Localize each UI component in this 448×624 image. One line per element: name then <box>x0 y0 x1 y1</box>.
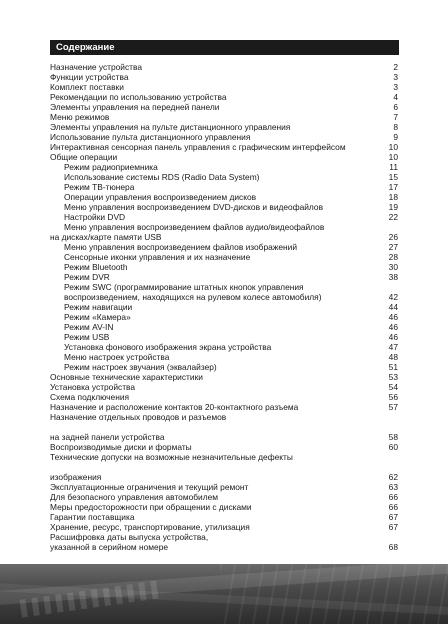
toc-page-number: 9 <box>393 132 398 142</box>
toc-page-number: 3 <box>393 82 398 92</box>
toc-entry-title: Меню режимов <box>50 112 110 122</box>
toc-page-number: 56 <box>388 392 398 402</box>
toc-page-number: 6 <box>393 102 398 112</box>
toc-entry-title: на задней панели устройства <box>50 432 165 442</box>
toc-entry-title: Режим DVR <box>64 272 110 282</box>
toc-page-number: 10 <box>388 142 398 152</box>
toc-page-number: 66 <box>388 502 398 512</box>
toc-entry-title: Настройки DVD <box>64 212 126 222</box>
toc-spacer <box>50 422 399 432</box>
toc-page-number: 27 <box>388 242 398 252</box>
toc-entry-title: указанной в серийном номере <box>50 542 169 552</box>
toc-entry-continuation <box>50 432 399 442</box>
toc-page-number: 66 <box>388 492 398 502</box>
table-of-contents <box>50 62 399 552</box>
toc-entry <box>50 402 399 412</box>
toc-page-number: 28 <box>388 252 398 262</box>
toc-entry-title: Основные технические характеристики <box>50 372 203 382</box>
toc-entry-title: Установка устройства <box>50 382 136 392</box>
toc-subentry <box>50 172 399 182</box>
toc-entry-title: Режим «Камера» <box>64 312 131 322</box>
toc-entry-title: Общие операции <box>50 152 118 162</box>
toc-subentry <box>50 222 399 232</box>
toc-entry <box>50 92 399 102</box>
toc-entry-title: Использование системы RDS (Radio Data System) <box>64 172 260 182</box>
toc-entry-title: Функции устройства <box>50 72 129 82</box>
toc-entry-continuation <box>50 472 399 482</box>
toc-entry-title: Технические допуски на возможные незначительные дефекты <box>50 452 293 462</box>
toc-entry <box>50 82 399 92</box>
toc-entry <box>50 142 399 152</box>
toc-entry-title: Для безопасного управления автомобилем <box>50 492 219 502</box>
toc-entry <box>50 492 399 502</box>
toc-page-number: 19 <box>388 202 398 212</box>
toc-spacer <box>50 462 399 472</box>
toc-entry-title: Меню управления воспроизведением файлов изображений <box>64 242 298 252</box>
toc-entry <box>50 442 399 452</box>
toc-subentry <box>50 212 399 222</box>
toc-page-number: 10 <box>388 152 398 162</box>
toc-entry-continuation <box>50 542 399 552</box>
toc-subentry <box>50 272 399 282</box>
toc-entry-title: Назначение устройства <box>50 62 143 72</box>
toc-entry <box>50 512 399 522</box>
toc-entry-title: Расшифровка даты выпуска устройства, <box>50 532 209 542</box>
toc-subentry <box>50 242 399 252</box>
toc-page-number: 30 <box>388 262 398 272</box>
toc-entry-title: Режим Bluetooth <box>64 262 128 272</box>
toc-page-number: 62 <box>388 472 398 482</box>
toc-entry <box>50 122 399 132</box>
toc-page-number: 67 <box>388 522 398 532</box>
toc-page-number: 4 <box>393 92 398 102</box>
toc-subentry <box>50 302 399 312</box>
toc-page-number: 46 <box>388 322 398 332</box>
toc-entry-title: Сенсорные иконки управления и их назначение <box>64 252 251 262</box>
toc-page-number: 51 <box>388 362 398 372</box>
toc-subentry <box>50 282 399 292</box>
toc-entry-title: Режим SWC (программирование штатных кнопок управления <box>64 282 304 292</box>
toc-page-number: 47 <box>388 342 398 352</box>
toc-subentry <box>50 262 399 272</box>
toc-entry-title: Меры предосторожности при обращении с дисками <box>50 502 252 512</box>
toc-page-number: 63 <box>388 482 398 492</box>
toc-subentry <box>50 182 399 192</box>
toc-subentry <box>50 332 399 342</box>
toc-page-number: 8 <box>393 122 398 132</box>
toc-page-number: 26 <box>388 232 398 242</box>
toc-entry <box>50 102 399 112</box>
toc-entry-title: Эксплуатационные ограничения и текущий ремонт <box>50 482 249 492</box>
toc-entry-title: Меню настроек устройства <box>64 352 170 362</box>
toc-entry-title: Комплект поставки <box>50 82 124 92</box>
toc-page-number: 48 <box>388 352 398 362</box>
toc-entry-continuation <box>50 232 399 242</box>
toc-page-number: 46 <box>388 312 398 322</box>
toc-entry-title: Элементы управления на пульте дистанционного управления <box>50 122 291 132</box>
toc-title: Содержание <box>56 42 115 53</box>
toc-page-number: 67 <box>388 512 398 522</box>
toc-entry-title: воспроизведением, находящихся на рулевом колесе автомобиля) <box>64 292 322 302</box>
toc-entry-title: Меню управления воспроизведением DVD-дисков и видеофайлов <box>64 202 324 212</box>
toc-subentry <box>50 362 399 372</box>
toc-page-number: 44 <box>388 302 398 312</box>
toc-page-number: 58 <box>388 432 398 442</box>
toc-entry-title: Схема подключения <box>50 392 130 402</box>
toc-entry-title: Режим радиоприемника <box>64 162 158 172</box>
toc-entry-title: Использование пульта дистанционного управления <box>50 132 251 142</box>
toc-entry <box>50 482 399 492</box>
toc-entry-title: Элементы управления на передней панели <box>50 102 220 112</box>
toc-subentry <box>50 292 399 302</box>
toc-page-number: 38 <box>388 272 398 282</box>
toc-entry <box>50 502 399 512</box>
toc-header-bar <box>50 40 399 55</box>
toc-entry <box>50 522 399 532</box>
toc-entry <box>50 392 399 402</box>
toc-subentry <box>50 202 399 212</box>
toc-entry-title: Режим навигации <box>64 302 133 312</box>
toc-entry-title: Назначение отдельных проводов и разъемов <box>50 412 227 422</box>
toc-entry-title: Режим AV-IN <box>64 322 114 332</box>
toc-page-number: 42 <box>388 292 398 302</box>
toc-entry-title: Режим настроек звучания (эквалайзер) <box>64 362 217 372</box>
toc-entry <box>50 112 399 122</box>
toc-subentry <box>50 352 399 362</box>
footer-streak-lines <box>220 564 448 624</box>
toc-entry-title: Интерактивная сенсорная панель управления с графическим интерфейсом <box>50 142 346 152</box>
toc-subentry <box>50 322 399 332</box>
toc-page-number: 57 <box>388 402 398 412</box>
toc-entry <box>50 372 399 382</box>
toc-page-number: 2 <box>393 62 398 72</box>
toc-subentry <box>50 192 399 202</box>
toc-entry-title: Операции управления воспроизведением дисков <box>64 192 257 202</box>
toc-entry <box>50 412 399 422</box>
toc-page-number: 3 <box>393 72 398 82</box>
toc-entry <box>50 382 399 392</box>
toc-entry-title: изображения <box>50 472 102 482</box>
toc-subentry <box>50 342 399 352</box>
toc-entry-title: Рекомендации по использованию устройства <box>50 92 227 102</box>
toc-page-number: 68 <box>388 542 398 552</box>
toc-entry-title: на дискaх/карте памяти USB <box>50 232 162 242</box>
toc-subentry <box>50 162 399 172</box>
toc-entry-title: Установка фонового изображения экрана устройства <box>64 342 272 352</box>
toc-entry-title: Гарантии поставщика <box>50 512 135 522</box>
toc-page-number: 53 <box>388 372 398 382</box>
toc-subentry <box>50 252 399 262</box>
toc-entry <box>50 72 399 82</box>
toc-entry-title: Режим USB <box>64 332 110 342</box>
toc-page-number: 46 <box>388 332 398 342</box>
toc-entry <box>50 152 399 162</box>
toc-entry-title: Назначение и расположение контактов 20-контактного разъема <box>50 402 299 412</box>
toc-page-number: 22 <box>388 212 398 222</box>
toc-entry-title: Воспроизводимые диски и форматы <box>50 442 192 452</box>
toc-page-number: 18 <box>388 192 398 202</box>
toc-entry <box>50 452 399 462</box>
toc-entry-title: Хранение, ресурс, транспортирование, утилизация <box>50 522 250 532</box>
toc-page-number: 15 <box>388 172 398 182</box>
toc-page-number: 11 <box>389 162 398 172</box>
toc-page-number: 17 <box>388 182 398 192</box>
toc-subentry <box>50 312 399 322</box>
toc-entry <box>50 532 399 542</box>
toc-entry <box>50 62 399 72</box>
toc-page-number: 7 <box>393 112 398 122</box>
toc-page-number: 60 <box>388 442 398 452</box>
decorative-footer-image <box>0 564 448 624</box>
toc-entry <box>50 132 399 142</box>
toc-entry-title: Режим ТВ-тюнера <box>64 182 135 192</box>
toc-page-number: 54 <box>388 382 398 392</box>
toc-entry-title: Меню управления воспроизведением файлов аудио/видеофайлов <box>64 222 325 232</box>
